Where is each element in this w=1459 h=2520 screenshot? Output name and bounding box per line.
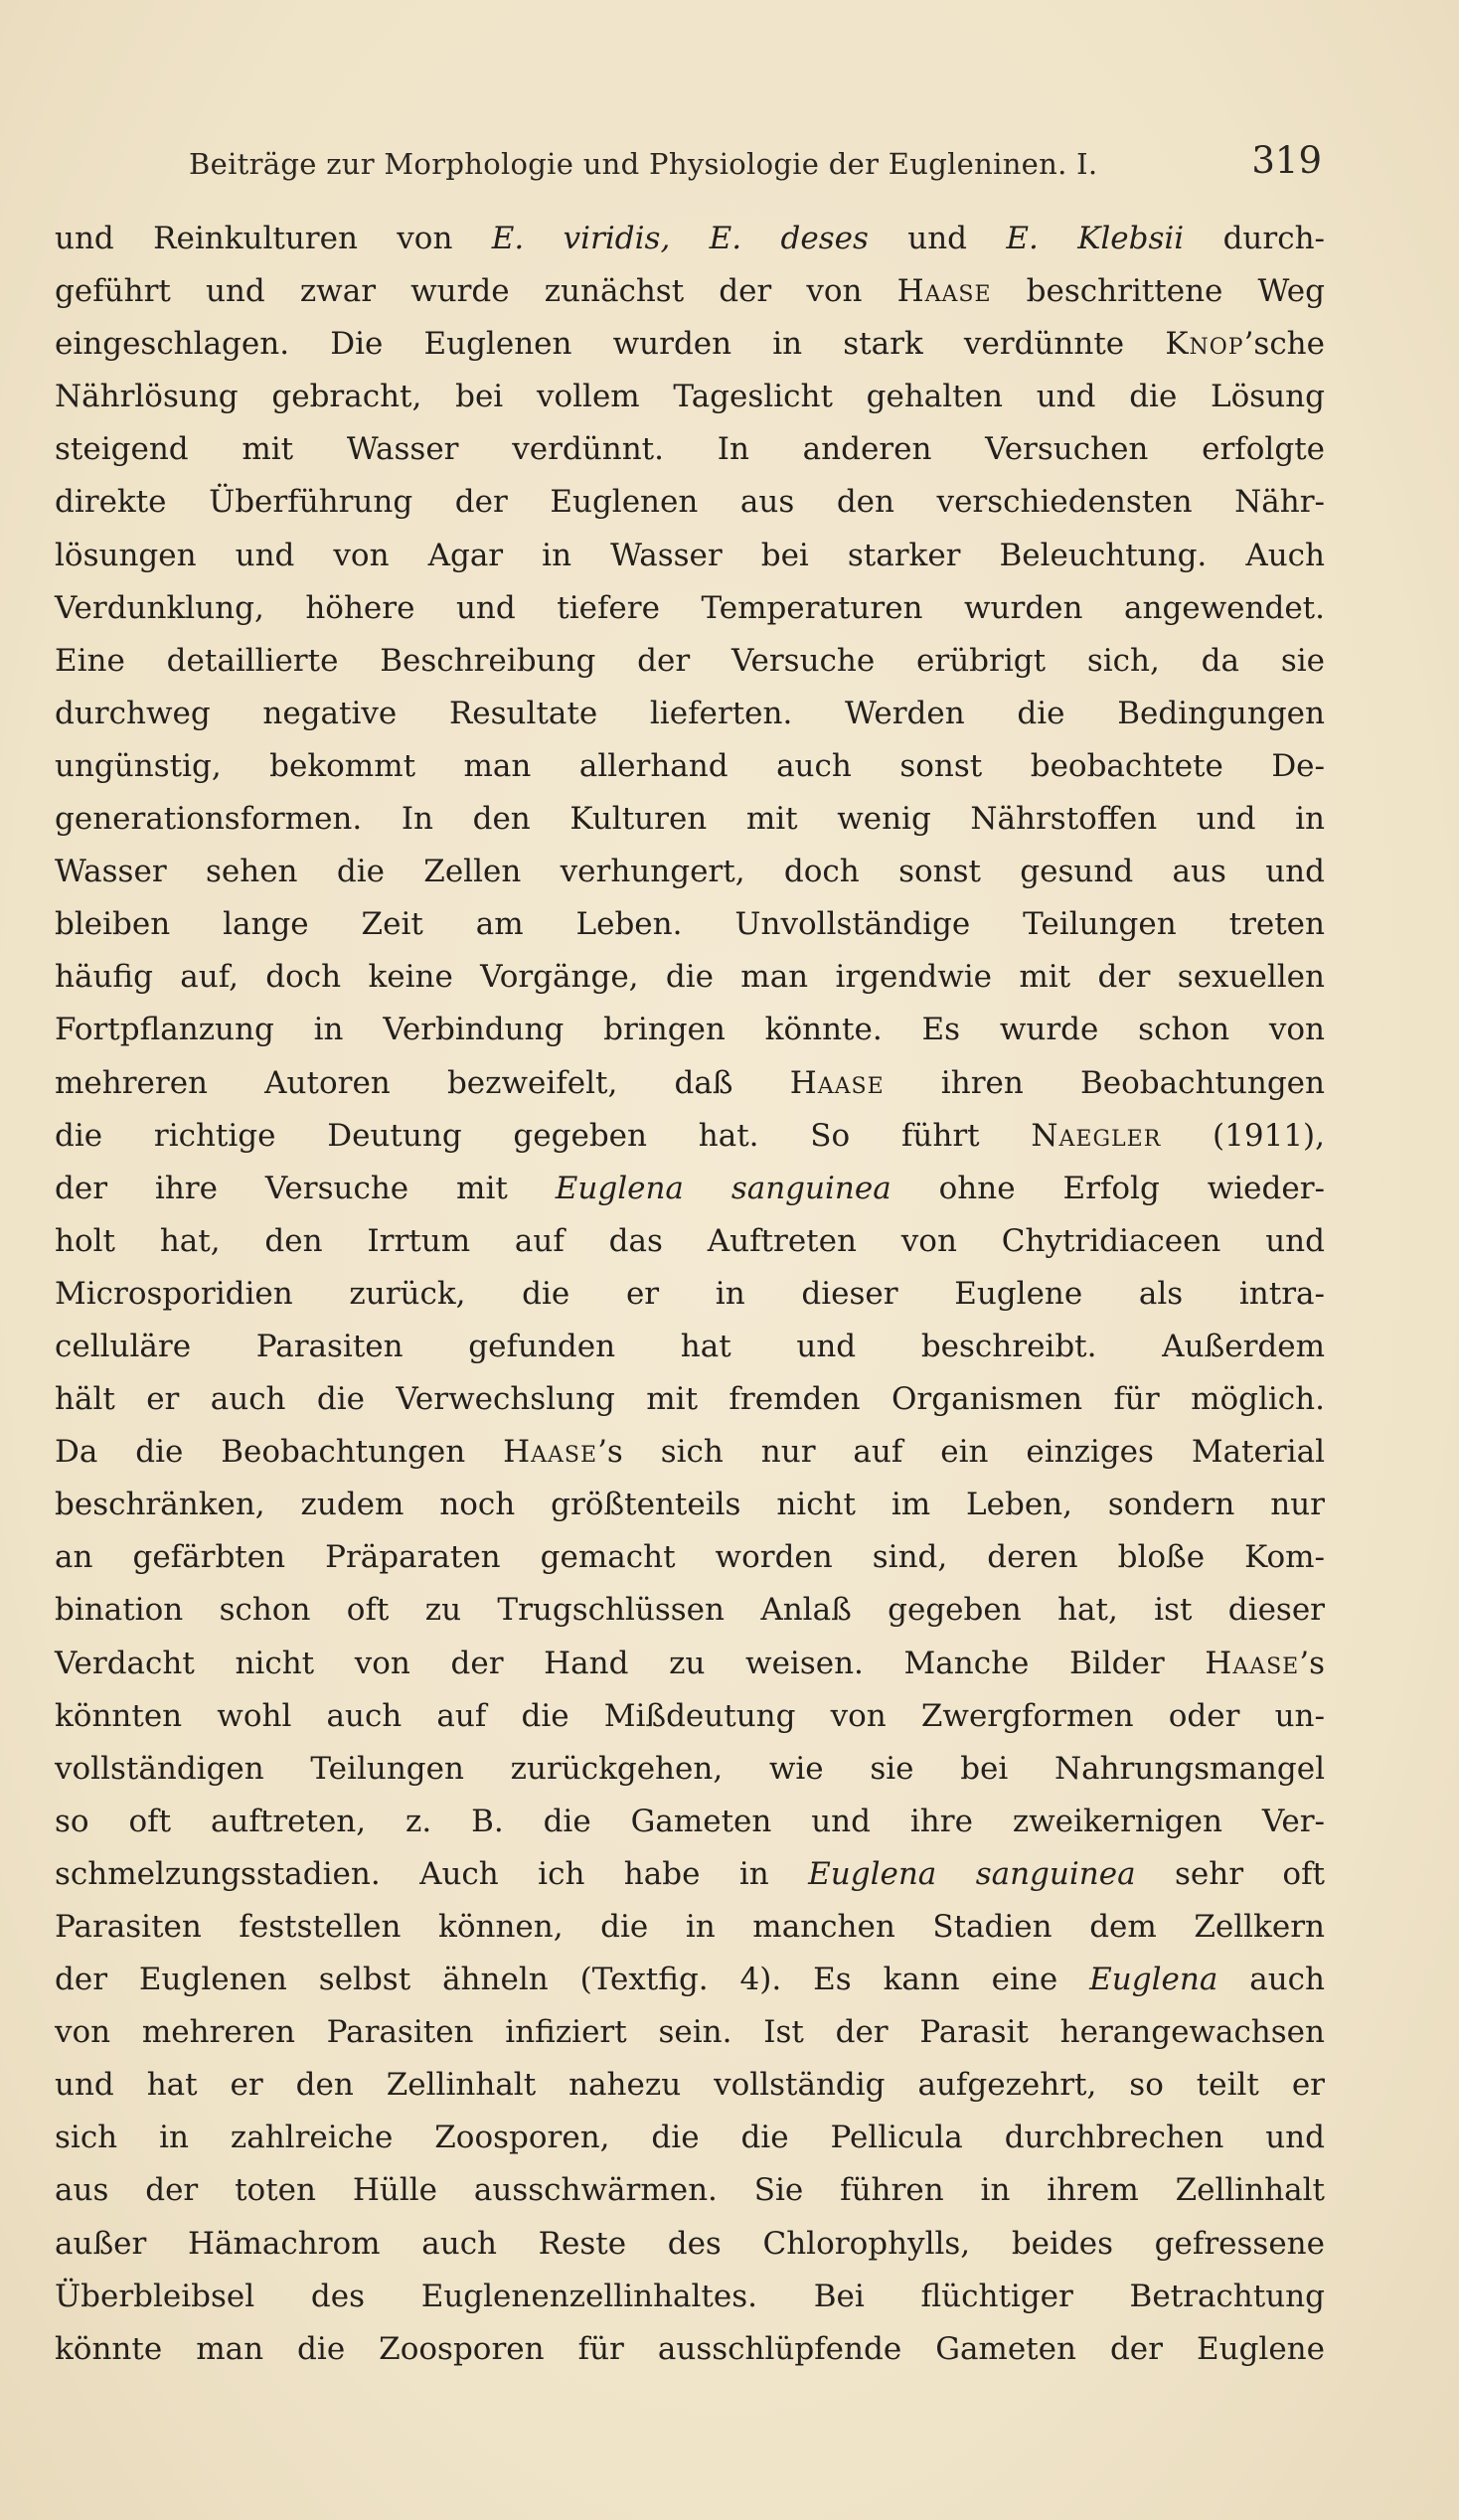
text-segment [670, 221, 709, 256]
text-line [55, 2059, 1325, 2112]
text-line [55, 846, 1325, 898]
text-line [55, 1690, 1325, 1743]
text-line [55, 1110, 1325, 1163]
text-segment: könnten wohl auch auf die Mißdeutung von Zwergformen oder un- [55, 1697, 1325, 1734]
text-line [55, 582, 1325, 635]
author-name: Haase [789, 1064, 885, 1101]
text-line [55, 1584, 1325, 1637]
text-segment: Parasiten feststellen können, die in manchen Stadien dem Zellkern [55, 1909, 1325, 1945]
text-line [55, 2112, 1325, 2164]
text-segment: eingeschlagen. Die Euglenen wurden in stark verdünnte [55, 326, 1166, 363]
text-line [55, 476, 1325, 529]
text-segment: hält er auch die Verwechslung mit fremden Organismen für möglich. [55, 1381, 1325, 1418]
text-line [55, 1373, 1325, 1426]
text-segment: steigend mit Wasser verdünnt. In anderen Versuchen erfolgte [55, 431, 1325, 468]
text-line [55, 2323, 1325, 2376]
text-segment: der Euglenen selbst ähneln (Textfig. 4). Es kann eine [55, 1962, 1090, 1998]
text-segment: und [868, 221, 1007, 256]
species-name: Euglena sanguinea [808, 1855, 1136, 1892]
author-name: Naegler [1031, 1117, 1162, 1154]
text-line [55, 1163, 1325, 1215]
text-line [55, 1057, 1325, 1110]
species-name: Euglena sanguinea [555, 1170, 892, 1206]
text-line [55, 951, 1325, 1004]
page-number: 319 [1251, 139, 1322, 182]
text-segment: Fortpflanzung in Verbindung bringen könnte. Es wurde schon von [55, 1012, 1325, 1048]
text-line [55, 423, 1325, 476]
author-name: Haase [1205, 1645, 1300, 1681]
text-segment: auch [1217, 1962, 1325, 1998]
text-line [55, 1954, 1325, 2006]
text-segment: durchweg negative Resultate lieferten. Werden die Bedingungen [55, 695, 1325, 731]
text-segment: durch- [1184, 221, 1326, 256]
text-segment: außer Hämachrom auch Reste des Chlorophylls, beides gefressene [55, 2225, 1325, 2262]
text-line [55, 2271, 1325, 2323]
text-segment: Überbleibsel des Euglenenzellinhaltes. Bei flüchtiger Betrachtung [55, 2278, 1325, 2314]
text-segment: und hat er den Zellinhalt nahezu vollständig aufgezehrt, so teilt er [55, 2067, 1325, 2104]
text-line [55, 793, 1325, 846]
text-segment: von mehreren Parasiten infiziert sein. Ist der Parasit herangewachsen [55, 2014, 1325, 2051]
text-segment: an gefärbten Präparaten gemacht worden sind, deren bloße Kom- [55, 1539, 1325, 1576]
text-line [55, 1479, 1325, 1531]
text-segment: Da die Beobachtungen [55, 1434, 504, 1471]
species-name: E. deses [709, 221, 869, 256]
text-line [55, 530, 1325, 582]
text-segment: direkte Überführung der Euglenen aus den verschiedensten Nähr- [55, 484, 1325, 521]
text-line [55, 265, 1325, 318]
text-segment: sich in zahlreiche Zoosporen, die die Pellicula durchbrechen und [55, 2120, 1325, 2156]
text-segment: Nährlösung gebracht, bei vollem Tageslicht gehalten und die Lösung [55, 379, 1325, 415]
author-name: Knop [1165, 326, 1244, 363]
text-segment: könnte man die Zoosporen für ausschlüpfende Gameten der Euglene [55, 2330, 1325, 2367]
text-line [55, 1796, 1325, 1848]
text-segment: ungünstig, bekommt man allerhand auch sonst beobachtete De- [55, 747, 1325, 784]
species-name: E. Klebsii [1006, 221, 1185, 256]
text-line [55, 318, 1325, 371]
text-line [55, 1531, 1325, 1584]
text-segment: beschränken, zudem noch größtenteils nicht im Leben, sondern nur [55, 1487, 1325, 1523]
text-segment: celluläre Parasiten gefunden hat und beschreibt. Außerdem [55, 1328, 1325, 1364]
text-segment: sehr oft [1135, 1855, 1326, 1892]
text-segment: schmelzungsstadien. Auch ich habe in [55, 1855, 809, 1892]
text-line [55, 371, 1325, 423]
text-segment: mehreren Autoren bezweifelt, daß [55, 1064, 790, 1101]
text-line [55, 2006, 1325, 2059]
species-name: E. viridis, [491, 221, 671, 256]
text-segment: holt hat, den Irrtum auf das Auftreten von Chytridiaceen und [55, 1222, 1325, 1259]
text-segment: Microsporidien zurück, die er in dieser Euglene als intra- [55, 1275, 1325, 1312]
text-line [55, 2164, 1325, 2217]
text-line [55, 1901, 1325, 1954]
author-name: Haase [896, 273, 992, 310]
text-line [55, 1426, 1325, 1479]
body-text [55, 213, 1325, 2376]
running-title: Beiträge zur Morphologie und Physiologie der Eugleninen. I. [189, 147, 1098, 181]
text-line [55, 213, 1325, 265]
author-name: Haase [503, 1434, 598, 1471]
text-segment: generationsformen. In den Kulturen mit wenig Nährstoffen und in [55, 801, 1325, 838]
text-segment: beschrittene Weg [991, 273, 1325, 310]
text-line [55, 1848, 1325, 1901]
text-segment: geführt und zwar wurde zunächst der von [55, 273, 897, 310]
text-line [55, 688, 1325, 740]
text-line [55, 635, 1325, 688]
text-segment: so oft auftreten, z. B. die Gameten und ihre zweikernigen Ver- [55, 1803, 1325, 1839]
text-line [55, 1743, 1325, 1796]
text-segment: Wasser sehen die Zellen verhungert, doch sonst gesund aus und [55, 854, 1325, 890]
text-segment: ’s sich nur auf ein einziges Material [597, 1434, 1325, 1471]
text-line [55, 740, 1325, 793]
text-segment: bleiben lange Zeit am Leben. Unvollständige Teilungen treten [55, 906, 1325, 943]
text-line [55, 1321, 1325, 1373]
text-line [55, 2218, 1325, 2271]
text-line [55, 1215, 1325, 1268]
text-segment: häufig auf, doch keine Vorgänge, die man irgendwie mit der sexuellen [55, 959, 1325, 996]
text-segment: (1911), [1161, 1117, 1325, 1154]
text-segment: ’s [1299, 1645, 1325, 1681]
page-header [189, 139, 1322, 199]
species-name: Euglena [1089, 1962, 1218, 1998]
text-segment: ohne Erfolg wieder- [891, 1170, 1325, 1206]
text-segment: ’sche [1243, 326, 1325, 363]
text-segment: lösungen und von Agar in Wasser bei starker Beleuchtung. Auch [55, 537, 1325, 573]
text-segment: Verdacht nicht von der Hand zu weisen. Manche Bilder [55, 1645, 1206, 1681]
text-segment: und Reinkulturen von [55, 221, 492, 256]
text-segment: vollständigen Teilungen zurückgehen, wie sie bei Nahrungsmangel [55, 1750, 1325, 1787]
text-line [55, 1268, 1325, 1321]
text-segment: Eine detaillierte Beschreibung der Versuche erübrigt sich, da sie [55, 642, 1325, 679]
text-line [55, 898, 1325, 951]
text-segment: aus der toten Hülle ausschwärmen. Sie führen in ihrem Zellinhalt [55, 2172, 1325, 2209]
text-segment: Verdunklung, höhere und tiefere Temperaturen wurden angewendet. [55, 589, 1325, 626]
text-line [55, 1638, 1325, 1690]
text-segment: der ihre Versuche mit [55, 1170, 556, 1206]
text-segment: ihren Beobachtungen [884, 1064, 1325, 1101]
text-line [55, 1004, 1325, 1056]
text-segment: die richtige Deutung gegeben hat. So führt [55, 1117, 1032, 1154]
text-segment: bination schon oft zu Trugschlüssen Anlaß gegeben hat, ist dieser [55, 1592, 1325, 1629]
